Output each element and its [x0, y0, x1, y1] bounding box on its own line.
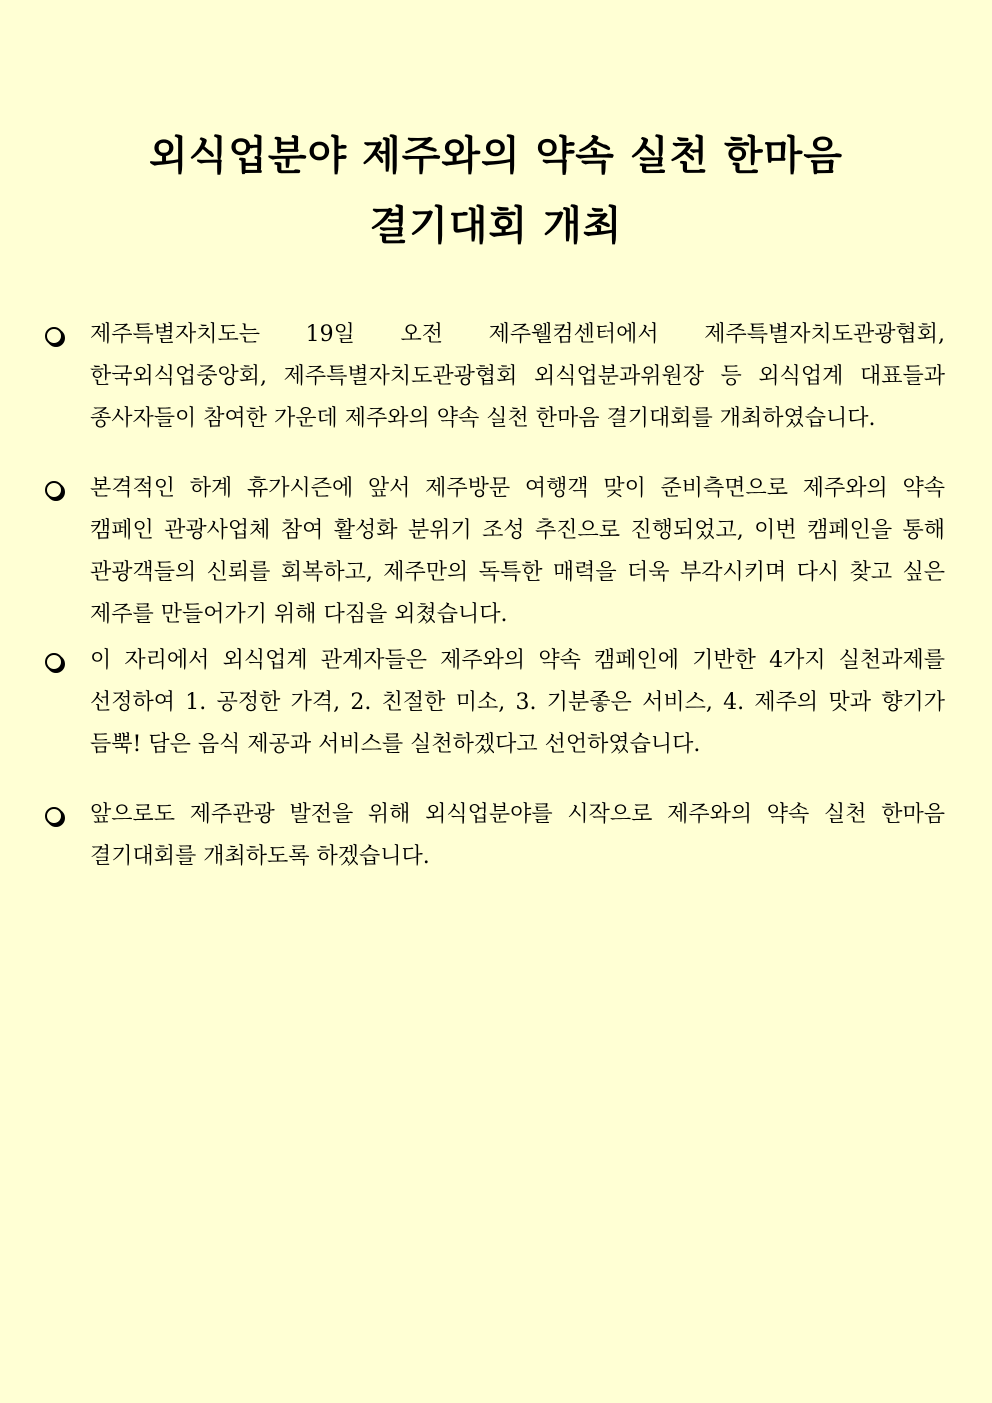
circle-bullet-icon [45, 807, 63, 825]
circle-bullet-icon [45, 653, 63, 671]
list-item-text: 이 자리에서 외식업계 관계자들은 제주와의 약속 캠페인에 기반한 4가지 실천과제를 선정하여 1. 공정한 가격, 2. 친절한 미소, 3. 기분좋은 서비스, 4. 제주의 맛과 향기가 듬뿍! 담은 음식 제공과 서비스를 실천하겠다고 선언하였습니다. [90, 648, 945, 757]
list-item [45, 794, 945, 878]
circle-bullet-icon [45, 327, 63, 345]
list-item-text: 본격적인 하계 휴가시즌에 앞서 제주방문 여행객 맞이 준비측면으로 제주와의 약속 캠페인 관광사업체 참여 활성화 분위기 조성 추진으로 진행되었고, 이번 캠페인을 통해 관광객들의 신뢰를 회복하고, 제주만의 독특한 매력을 더욱 부각시키며 다시 찾고 싶은 제주를 만들어가기 위해 다짐을 외쳤습니다. [90, 476, 945, 627]
list-item [45, 640, 945, 766]
document-title-line-1: 외식업분야 제주와의 약속 실천 한마음 [149, 133, 843, 179]
list-item [45, 468, 945, 636]
list-item [45, 314, 945, 440]
list-item-text: 앞으로도 제주관광 발전을 위해 외식업분야를 시작으로 제주와의 약속 실천 한마음 결기대회를 개최하도록 하겠습니다. [90, 802, 945, 869]
circle-bullet-icon [45, 481, 63, 499]
bullet-list [45, 314, 945, 878]
document-title-line-2: 결기대회 개최 [369, 203, 623, 249]
list-item-text: 제주특별자치도는 19일 오전 제주웰컴센터에서 제주특별자치도관광협회, 한국외식업중앙회, 제주특별자치도관광협회 외식업분과위원장 등 외식업계 대표들과 종사자들이 참여한 가운데 제주와의 약속 실천 한마음 결기대회를 개최하였습니다. [90, 322, 945, 431]
